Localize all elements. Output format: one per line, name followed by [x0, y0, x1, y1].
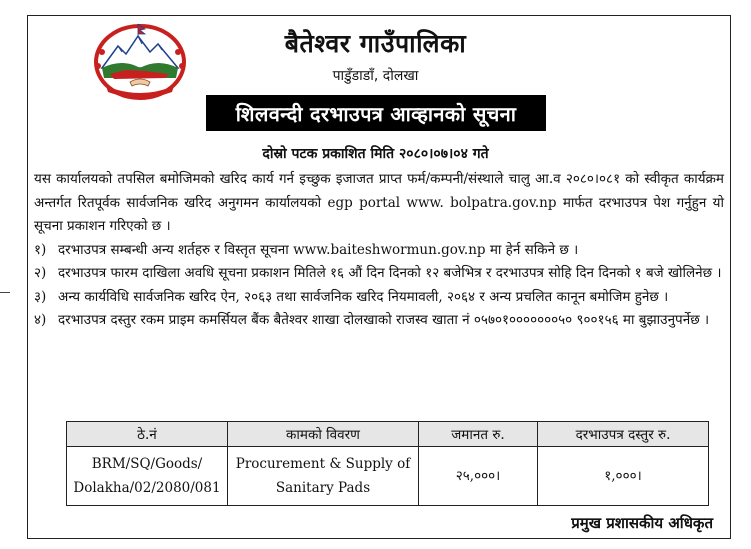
publication-date: दोस्रो पटक प्रकाशित मिति २०८०।०७।०४ गते: [262, 146, 489, 162]
item-text: दरभाउपत्र सम्बन्धी अन्य शर्तहरु र विस्तृत सूचना www.baiteshwormun.gov.np मा हेर्न सकिने छ ।: [58, 241, 579, 258]
column-header-work-description: कामको विवरण: [228, 422, 419, 447]
item-text: दरभाउपत्र फारम दाखिला अवधि सूचना प्रकाशन मितिले १६ औं दिन दिनको १२ बजेभित्र र दरभाउपत्र सोहि दिन दिनको १ बजे खोलिनेछ ।: [58, 265, 722, 281]
item-number: ४): [34, 312, 47, 328]
list-item: [34, 239, 724, 263]
column-header-contract-no: ठे.नं: [67, 422, 228, 447]
bid-table: [66, 421, 709, 506]
cell-bid-security: २५,०००।: [419, 447, 538, 506]
margin-mark: [0, 292, 10, 293]
notice-title-banner: [206, 95, 546, 131]
organization-address: पाडुँडाडाँ, दोलखा: [332, 68, 419, 84]
item-text: अन्य कार्यविधि सार्वजनिक खरिद ऐन, २०६३ तथा सार्वजनिक खरिद नियमावली, २०६४ र अन्य प्रचलित कानून बमोजिम हुनेछ ।: [58, 288, 669, 305]
item-number: १): [34, 241, 47, 258]
item-text: दरभाउपत्र दस्तुर रकम प्राइम कमर्सियल बैंक बैतेश्वर शाखा दोलखाको राजस्व खाता नं ०५७०१०००००००५० ९००१५६ मा बुझाउनुपर्नेछ ।: [58, 312, 710, 328]
list-item: [34, 286, 724, 310]
cell-bid-fee: १,०००।: [538, 447, 709, 506]
table-row: [67, 447, 709, 506]
list-item: [34, 309, 724, 333]
item-number: ३): [34, 288, 47, 305]
intro-paragraph: यस कार्यालयको तपसिल बमोजिमको खरिद कार्य गर्न इच्छुक इजाजत प्राप्त फर्म/कम्पनी/संस्थाले चालु आ.व २०८०।०८१ को स्वीकृत कार्यक्रम अन्तर्गत रितपूर्वक सार्वजनिक खरिद अनुगमन कार्यालयको egp portal www. bolpatra.gov.np मार्फत दरभाउपत्र पेश गर्नुहुन यो सूचना प्रकाशन गरिएको छ ।: [34, 171, 724, 234]
list-item: [34, 262, 724, 286]
column-header-bid-security: जमानत रु.: [419, 422, 538, 447]
notice-body: [34, 168, 724, 333]
organization-name: बैतेश्वर गाउँपालिका: [284, 29, 467, 58]
notice-title: शिलवन्दी दरभाउपत्र आव्हानको सूचना: [235, 101, 517, 126]
cell-work-description: Procurement & Supply of Sanitary Pads: [228, 447, 419, 506]
item-number: २): [34, 265, 47, 281]
column-header-bid-fee: दरभाउपत्र दस्तुर रु.: [538, 422, 709, 447]
cell-contract-no: BRM/SQ/Goods/ Dolakha/02/2080/081: [67, 447, 228, 506]
signatory-title: प्रमुख प्रशासकीय अधिकृत: [571, 514, 713, 532]
table-header-row: [67, 422, 709, 447]
